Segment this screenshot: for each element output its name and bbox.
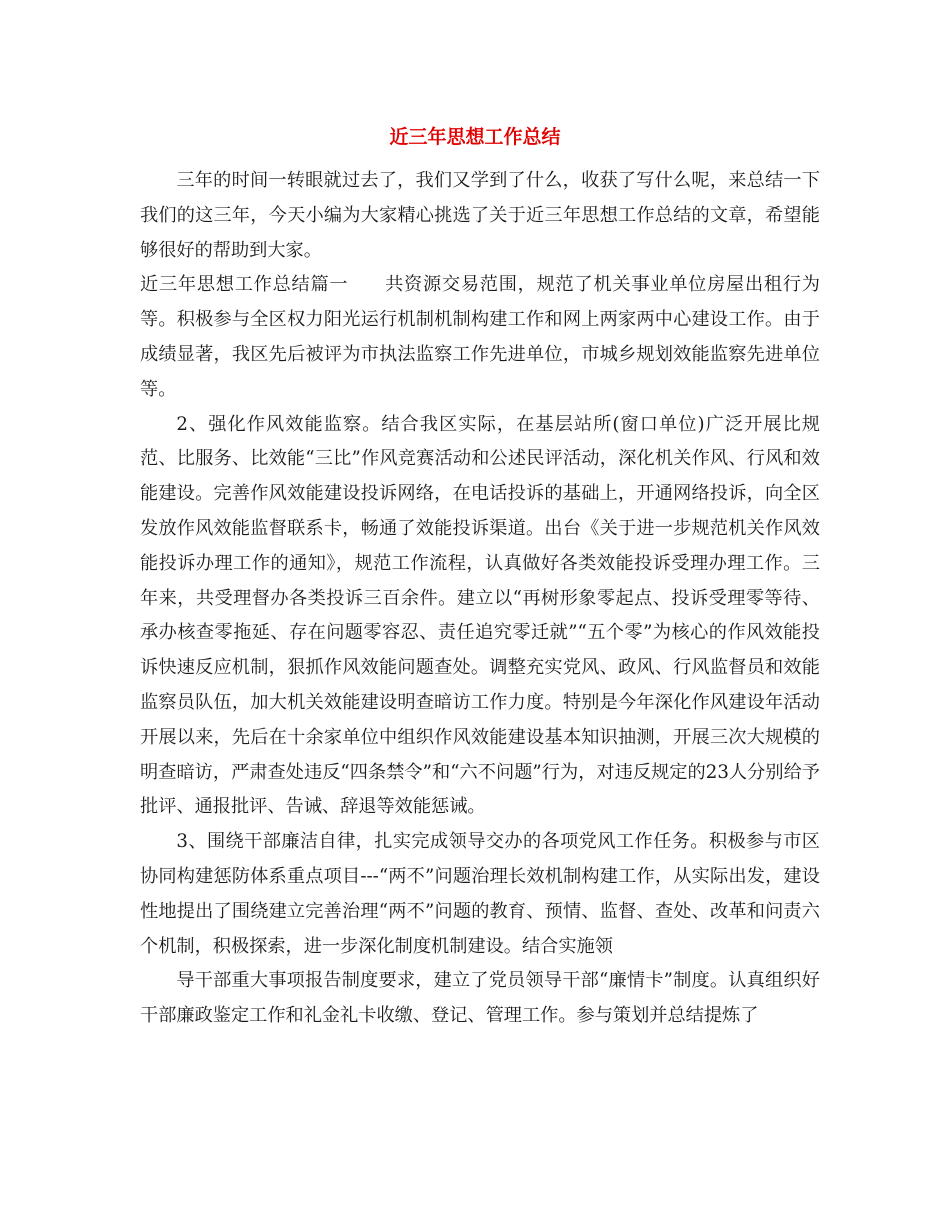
section-first-paragraph	[140, 268, 820, 407]
intro-paragraph: 三年的时间一转眼就过去了，我们又学到了什么，收获了写什么呢，来总结一下我们的这三年，今天小编为大家精心挑选了关于近三年思想工作总结的文章，希望能够很好的帮助到大家。	[140, 170, 820, 261]
document-body	[140, 164, 820, 1034]
paragraph-4: 导干部重大事项报告制度要求，建立了党员领导干部“廉情卡”制度。认真组织好干部廉政鉴定工作和礼金礼卡收缴、登记、管理工作。参与策划并总结提炼了	[140, 970, 820, 1027]
section-heading: 近三年思想工作总结篇一	[140, 274, 349, 296]
paragraph-3: 3、围绕干部廉洁自律，扎实完成领导交办的各项党风工作任务。积极参与市区协同构建惩防体系重点项目---“两不”问题治理长效机制构建工作，从实际出发，建设性地提出了围绕建立完善治理“两不”问题的教育、预情、监督、查处、改革和问责六个机制，积极探索，进一步深化制度机制建设。结合实施领	[140, 831, 820, 957]
paragraph-2: 2、强化作风效能监察。结合我区实际，在基层站所(窗口单位)广泛开展比规范、比服务、比效能“三比”作风竞赛活动和公述民评活动，深化机关作风、行风和效能建设。完善作风效能建设投诉网络，在电话投诉的基础上，开通网络投诉，向全区发放作风效能监督联系卡，畅通了效能投诉渠道。出台《关于进一步规范机关作风效能投诉办理工作的通知》，规范工作流程，认真做好各类效能投诉受理办理工作。三年来，共受理督办各类投诉三百余件。建立以“再树形象零起点、投诉受理零等待、承办核查零拖延、存在问题零容忍、责任追究零迁就”“五个零”为核心的作风效能投诉快速反应机制，狠抓作风效能问题查处。调整充实党风、政风、行风监督员和效能监察员队伍，加大机关效能建设明查暗访工作力度。特别是今年深化作风建设年活动开展以来，先后在十余家单位中组织作风效能建设基本知识抽测，开展三次大规模的明查暗访，严肃查处违反“四条禁令”和“六不问题”行为，对违反规定的23人分别给予批评、通报批评、告诫、辞退等效能惩诫。	[140, 413, 820, 818]
section-first-text: 共资源交易范围，规范了机关事业单位房屋出租行为等。积极参与全区权力阳光运行机制机制构建工作和网上两家两中心建设工作。由于成绩显著，我区先后被评为市执法监察工作先进单位，市城乡规划效能监察先进单位等。	[140, 274, 820, 400]
document-title: 近三年思想工作总结	[389, 126, 561, 148]
